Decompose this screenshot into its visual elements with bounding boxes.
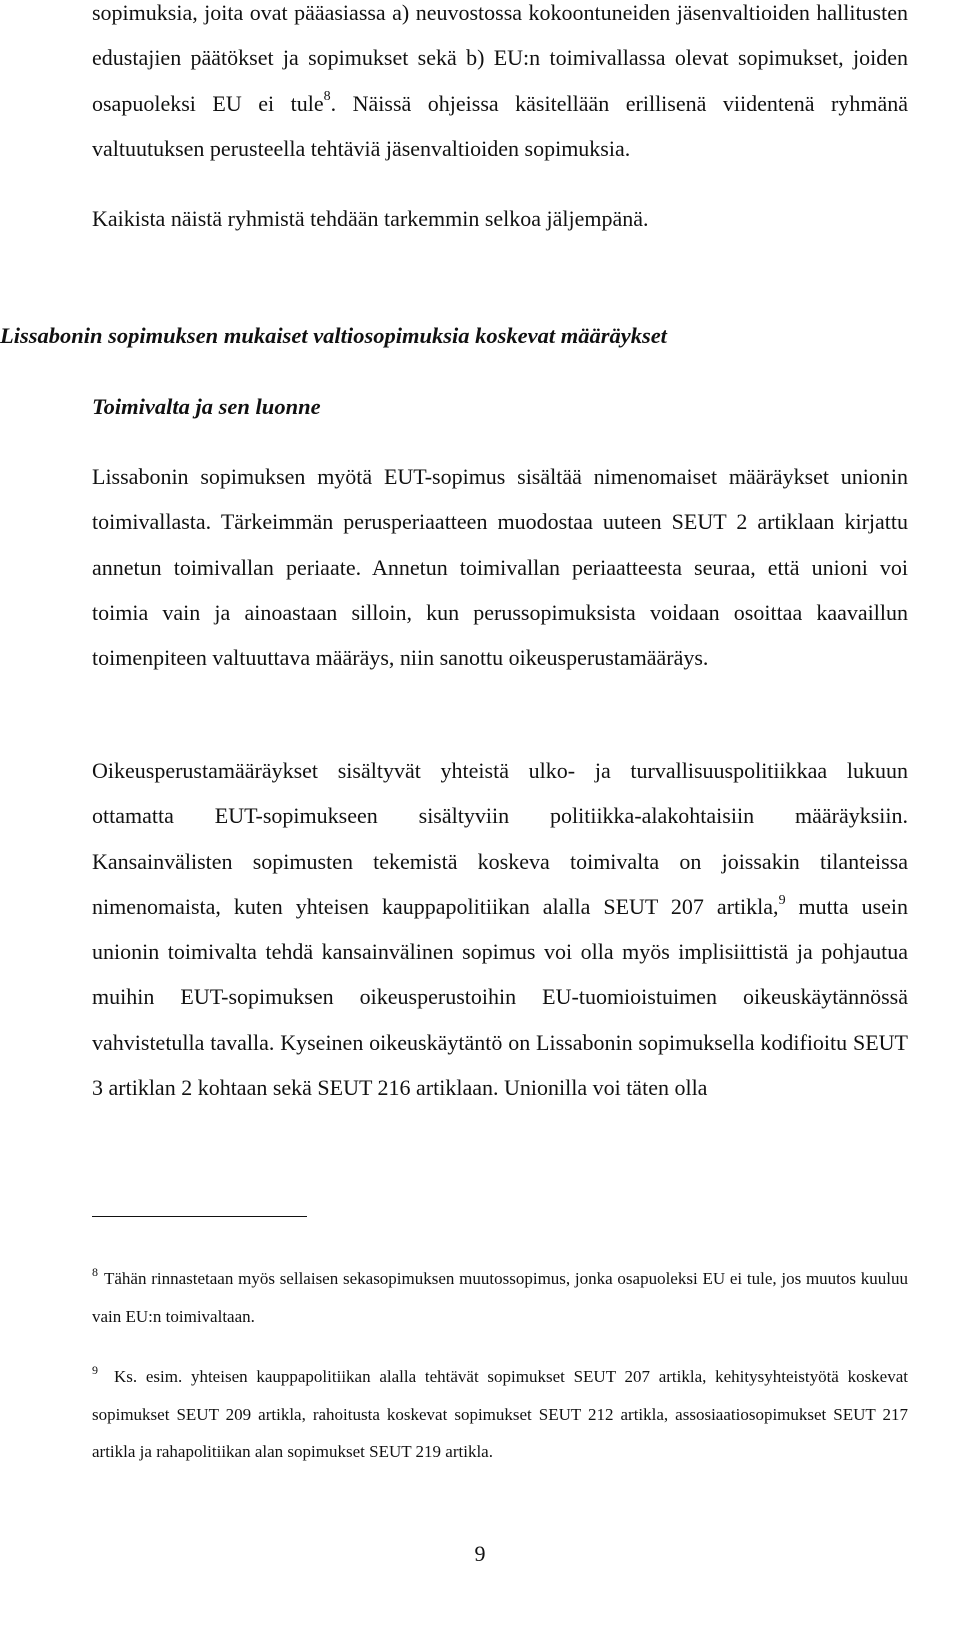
footnote-ref-9[interactable]: 9 [778, 892, 786, 908]
paragraph-legal-basis [92, 748, 908, 1110]
paragraph-intro [92, 0, 908, 171]
footnote-text: Ks. esim. yhteisen kauppapolitiikan alalla tehtävät sopimukset SEUT 207 artikla, kehitysyhteistyötä koskevat sopimukset SEUT 209 artikla, rahoitusta koskevat sopimukset SEUT 212 artikla, assosiaatiosopimukset SEUT 217 artikla ja rahapolitiikan alan sopimukset SEUT 219 artikla. [92, 1367, 908, 1461]
footnote-text: Tähän rinnastetaan myös sellaisen sekasopimuksen muutossopimus, jonka osapuoleksi EU ei tule, jos muutos kuuluu vain EU:n toimivaltaan. [92, 1269, 908, 1326]
section-subheading: Toimivalta ja sen luonne [92, 394, 321, 419]
footnote-8 [92, 1260, 908, 1335]
footnote-number: 8 [92, 1265, 98, 1280]
footnote-ref-8[interactable]: 8 [323, 89, 331, 105]
paragraph-intro-text-a: sopimuksia, joita ovat pääasiassa a) neuvostossa kokoontuneiden jäsenvaltioiden hallitusten edustajien päätökset ja sopimukset sekä b) EU:n toimivallassa olevat sopimukset, joiden osapuoleksi EU ei tule [92, 0, 908, 116]
footnote-divider [92, 1216, 307, 1217]
footnote-9 [92, 1358, 908, 1471]
page-number: 9 [474, 1541, 486, 1566]
paragraph-legal-basis-text-b: mutta usein unionin toimivalta tehdä kansainvälinen sopimus voi olla myös implisiittistä ja pohjautua muihin EUT-sopimuksen oikeusperustoihin EU-tuomioistuimen oikeuskäytännössä vahvistetulla tavalla. Kyseinen oikeuskäytäntö on Lissabonin sopimuksella kodifioitu SEUT 3 artiklan 2 kohtaan sekä SEUT 216 artiklaan. Unionilla voi täten olla [92, 893, 909, 1101]
section-heading: Lissabonin sopimuksen mukaiset valtiosopimuksia koskevat määräykset [0, 323, 667, 348]
paragraph-legal-basis-text-a: Oikeusperustamääräykset sisältyvät yhteistä ulko- ja turvallisuuspolitiikkaa lukuun ottamatta EUT-sopimukseen sisältyviin politiikka-alakohtaisiin määräyksiin. Kansainvälisten sopimusten tekemistä koskeva toimivalta on joissakin tilanteissa nimenomaista, kuten yhteisen kauppapolitiikan alalla SEUT 207 artikla, [92, 758, 908, 919]
paragraph-summary: Kaikista näistä ryhmistä tehdään tarkemmin selkoa jäljempänä. [92, 206, 649, 232]
paragraph-intro-text-b: . Näissä ohjeissa käsitellään erillisenä viidentenä ryhmänä valtuutuksen perusteella tehtäviä jäsenvaltioiden sopimuksia. [92, 90, 908, 161]
paragraph-competence: Lissabonin sopimuksen myötä EUT-sopimus sisältää nimenomaiset määräykset unionin toimivallasta. Tärkeimmän perusperiaatteen muodostaa uuteen SEUT 2 artiklaan kirjattu annetun toimivallan periaate. Annetun toimivallan periaatteesta seuraa, että unioni voi toimia vain ja ainoastaan silloin, kun perussopimuksista voidaan osoittaa kaavaillun toimenpiteen valtuuttava määräys, niin sanottu oikeusperustamääräys. [92, 464, 908, 671]
footnote-number: 9 [92, 1363, 98, 1378]
